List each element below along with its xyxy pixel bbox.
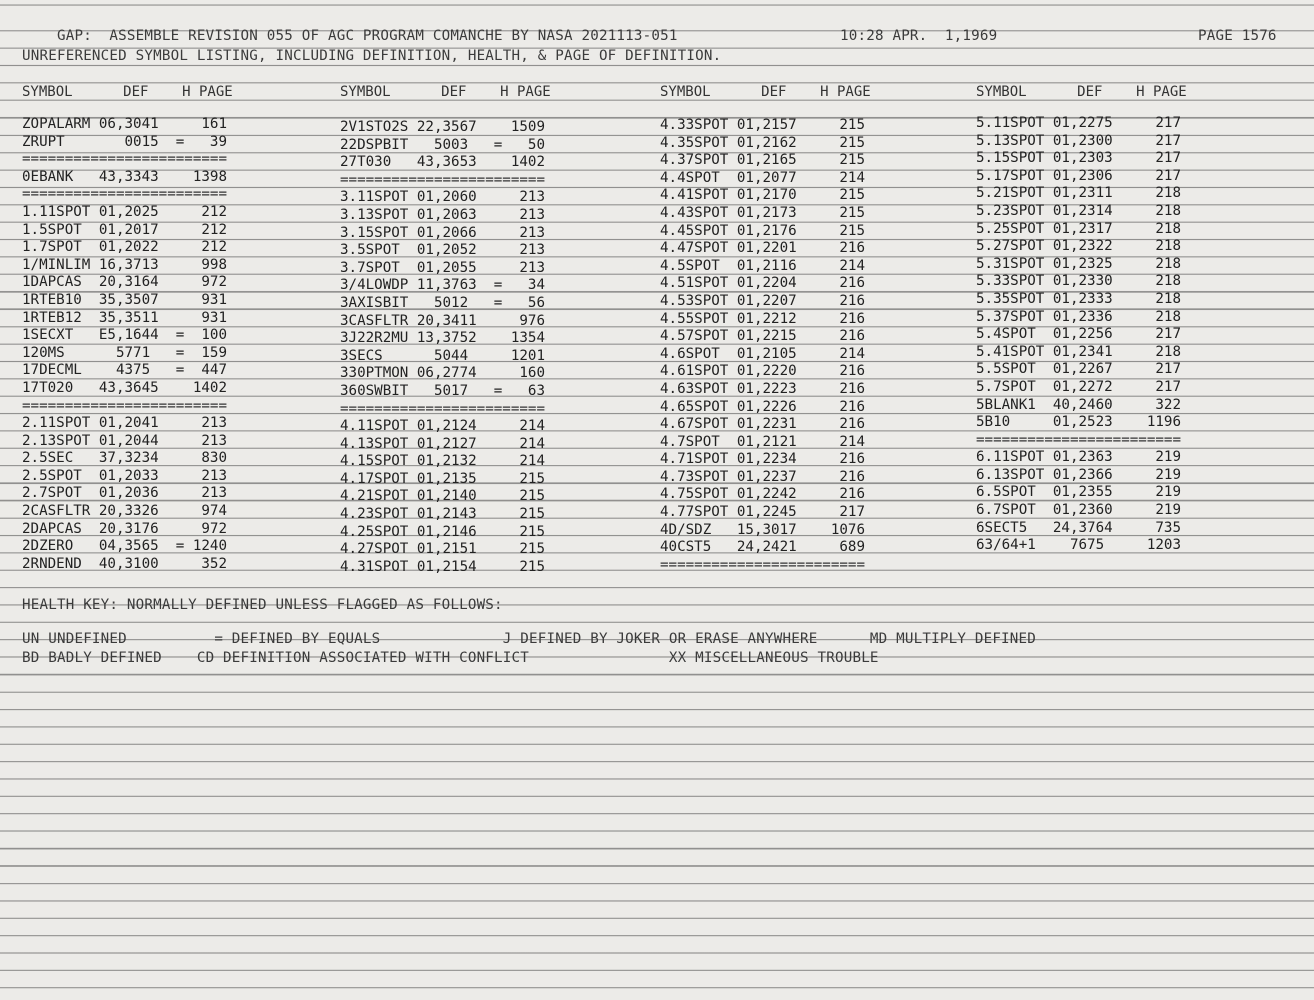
symbol-row: 4.35SPOT 01,2162 215: [660, 134, 865, 151]
symbol-row: 2CASFLTR 20,3326 974: [22, 503, 227, 520]
symbol-row: 2.5SEC 37,3234 830: [22, 450, 227, 467]
separator-row: ========================: [22, 397, 227, 414]
symbol-row: 5.17SPOT 01,2306 217: [976, 167, 1181, 184]
symbol-row: 17T020 43,3645 1402: [22, 379, 227, 396]
symbol-row: 2.5SPOT 01,2033 213: [22, 467, 227, 484]
symbol-row: 4.51SPOT 01,2204 216: [660, 275, 865, 292]
symbol-row: 4.43SPOT 01,2173 215: [660, 204, 865, 221]
separator-row: ========================: [340, 171, 545, 188]
symbol-row: 1SECXT E5,1644 = 100: [22, 327, 227, 344]
symbol-row: 5.37SPOT 01,2336 218: [976, 308, 1181, 325]
listing-subtitle: UNREFERENCED SYMBOL LISTING, INCLUDING DEFINITION, HEALTH, & PAGE OF DEFINITION.: [22, 48, 722, 64]
symbol-row: 22DSPBIT 5003 = 50: [340, 136, 545, 153]
symbol-row: 40CST5 24,2421 689: [660, 539, 865, 556]
symbol-row: 5.25SPOT 01,2317 218: [976, 220, 1181, 237]
header-timestamp: 10:28 APR. 1,1969: [840, 28, 998, 44]
separator-row: ========================: [340, 400, 545, 417]
symbol-row: 5.13SPOT 01,2300 217: [976, 132, 1181, 149]
symbol-row: 17DECML 4375 = 447: [22, 362, 227, 379]
separator-row: ========================: [22, 151, 227, 168]
symbol-row: 3.15SPOT 01,2066 213: [340, 224, 545, 241]
symbol-row: 4.27SPOT 01,2151 215: [340, 541, 545, 558]
symbol-row: 3.7SPOT 01,2055 213: [340, 259, 545, 276]
symbol-row: 4.5SPOT 01,2116 214: [660, 257, 865, 274]
symbol-row: 4.75SPOT 01,2242 216: [660, 486, 865, 503]
symbol-row: 4.45SPOT 01,2176 215: [660, 222, 865, 239]
symbol-row: 6SECT5 24,3764 735: [976, 519, 1181, 536]
symbol-row: 2.13SPOT 01,2044 213: [22, 432, 227, 449]
symbol-row: 4.61SPOT 01,2220 216: [660, 363, 865, 380]
symbol-row: ZRUPT 0015 = 39: [22, 133, 227, 150]
symbol-row: 5.5SPOT 01,2267 217: [976, 361, 1181, 378]
column-header-4: SYMBOL DEF H PAGE: [976, 84, 1187, 100]
symbol-row: 5.21SPOT 01,2311 218: [976, 185, 1181, 202]
symbol-row: 4.13SPOT 01,2127 214: [340, 435, 545, 452]
symbol-column-2: [340, 119, 545, 576]
separator-row: ========================: [22, 186, 227, 203]
symbol-row: 6.5SPOT 01,2355 219: [976, 484, 1181, 501]
symbol-row: 120MS 5771 = 159: [22, 344, 227, 361]
symbol-row: 3/4LOWDP 11,3763 = 34: [340, 277, 545, 294]
symbol-row: 1.5SPOT 01,2017 212: [22, 221, 227, 238]
symbol-row: 5.41SPOT 01,2341 218: [976, 343, 1181, 360]
symbol-row: 4.25SPOT 01,2146 215: [340, 523, 545, 540]
symbol-row: ZOPALARM 06,3041 161: [22, 116, 227, 132]
separator-row: ========================: [976, 431, 1181, 448]
symbol-row: 1DAPCAS 20,3164 972: [22, 274, 227, 291]
symbol-row: 2.7SPOT 01,2036 213: [22, 485, 227, 502]
health-key-line-2: BD BADLY DEFINED CD DEFINITION ASSOCIATED WITH CONFLICT XX MISCELLANEOUS TROUBLE: [22, 650, 879, 666]
symbol-row: 1.11SPOT 01,2025 212: [22, 203, 227, 220]
symbol-row: 4.47SPOT 01,2201 216: [660, 240, 865, 257]
symbol-row: 4.7SPOT 01,2121 214: [660, 433, 865, 450]
symbol-row: 4.6SPOT 01,2105 214: [660, 345, 865, 362]
header-title: GAP: ASSEMBLE REVISION 055 OF AGC PROGRAM COMANCHE BY NASA 2021113-051: [56, 28, 678, 44]
symbol-row: 4.77SPOT 01,2245 217: [660, 504, 865, 521]
separator-row: ========================: [660, 556, 865, 573]
column-header-2: SYMBOL DEF H PAGE: [340, 84, 551, 100]
symbol-row: 5.35SPOT 01,2333 218: [976, 290, 1181, 307]
symbol-row: 4.31SPOT 01,2154 215: [340, 558, 545, 575]
symbol-row: 3.11SPOT 01,2060 213: [340, 189, 545, 206]
symbol-row: 4.15SPOT 01,2132 214: [340, 453, 545, 470]
symbol-row: 6.7SPOT 01,2360 219: [976, 502, 1181, 519]
symbol-row: 4.23SPOT 01,2143 215: [340, 506, 545, 523]
symbol-row: 5.11SPOT 01,2275 217: [976, 115, 1181, 131]
symbol-row: 4D/SDZ 15,3017 1076: [660, 521, 865, 538]
symbol-row: 2.11SPOT 01,2041 213: [22, 415, 227, 432]
symbol-row: 27T030 43,3653 1402: [340, 154, 545, 171]
symbol-row: 3.5SPOT 01,2052 213: [340, 242, 545, 259]
symbol-row: 1.7SPOT 01,2022 212: [22, 239, 227, 256]
symbol-row: 5.15SPOT 01,2303 217: [976, 150, 1181, 167]
symbol-row: 5.27SPOT 01,2322 218: [976, 238, 1181, 255]
symbol-row: 3SECS 5044 1201: [340, 347, 545, 364]
symbol-row: 6.11SPOT 01,2363 219: [976, 449, 1181, 466]
symbol-row: 4.65SPOT 01,2226 216: [660, 398, 865, 415]
symbol-row: 1RTEB10 35,3507 931: [22, 291, 227, 308]
health-key-title: HEALTH KEY: NORMALLY DEFINED UNLESS FLAGGED AS FOLLOWS:: [22, 597, 503, 613]
symbol-column-1: [22, 116, 227, 573]
symbol-column-4: [976, 115, 1181, 555]
symbol-row: 4.4SPOT 01,2077 214: [660, 169, 865, 186]
symbol-column-3: [660, 117, 865, 574]
symbol-row: 4.21SPOT 01,2140 215: [340, 488, 545, 505]
page-number: PAGE 1576: [1198, 28, 1277, 44]
symbol-row: 3J22R2MU 13,3752 1354: [340, 330, 545, 347]
symbol-row: 3AXISBIT 5012 = 56: [340, 294, 545, 311]
symbol-row: 4.11SPOT 01,2124 214: [340, 418, 545, 435]
symbol-row: 5.4SPOT 01,2256 217: [976, 326, 1181, 343]
symbol-row: 4.73SPOT 01,2237 216: [660, 468, 865, 485]
symbol-row: 4.41SPOT 01,2170 215: [660, 187, 865, 204]
symbol-row: 2RNDEND 40,3100 352: [22, 555, 227, 572]
symbol-row: 0EBANK 43,3343 1398: [22, 168, 227, 185]
symbol-row: 5.31SPOT 01,2325 218: [976, 255, 1181, 272]
symbol-row: 4.33SPOT 01,2157 215: [660, 117, 865, 133]
symbol-row: 3.13SPOT 01,2063 213: [340, 206, 545, 223]
symbol-row: 2DZERO 04,3565 = 1240: [22, 538, 227, 555]
symbol-row: 3CASFLTR 20,3411 976: [340, 312, 545, 329]
symbol-row: 4.55SPOT 01,2212 216: [660, 310, 865, 327]
symbol-row: 4.71SPOT 01,2234 216: [660, 451, 865, 468]
symbol-row: 5.33SPOT 01,2330 218: [976, 273, 1181, 290]
symbol-row: 360SWBIT 5017 = 63: [340, 382, 545, 399]
symbol-row: 4.57SPOT 01,2215 216: [660, 328, 865, 345]
symbol-row: 2V1STO2S 22,3567 1509: [340, 119, 545, 135]
symbol-row: 5.7SPOT 01,2272 217: [976, 378, 1181, 395]
symbol-row: 330PTMON 06,2774 160: [340, 365, 545, 382]
symbol-row: 2DAPCAS 20,3176 972: [22, 520, 227, 537]
symbol-row: 4.63SPOT 01,2223 216: [660, 380, 865, 397]
symbol-row: 1RTEB12 35,3511 931: [22, 309, 227, 326]
symbol-row: 4.37SPOT 01,2165 215: [660, 152, 865, 169]
column-header-3: SYMBOL DEF H PAGE: [660, 84, 871, 100]
symbol-row: 5B10 01,2523 1196: [976, 414, 1181, 431]
symbol-row: 5BLANK1 40,2460 322: [976, 396, 1181, 413]
symbol-row: 6.13SPOT 01,2366 219: [976, 466, 1181, 483]
symbol-row: 4.17SPOT 01,2135 215: [340, 470, 545, 487]
symbol-row: 5.23SPOT 01,2314 218: [976, 202, 1181, 219]
column-header-1: SYMBOL DEF H PAGE: [22, 84, 233, 100]
symbol-row: 4.53SPOT 01,2207 216: [660, 292, 865, 309]
symbol-row: 4.67SPOT 01,2231 216: [660, 416, 865, 433]
health-key-line-1: UN UNDEFINED = DEFINED BY EQUALS J DEFINED BY JOKER OR ERASE ANYWHERE MD MULTIPLY DEFINED: [22, 631, 1037, 647]
symbol-row: 1/MINLIM 16,3713 998: [22, 256, 227, 273]
symbol-row: 63/64+1 7675 1203: [976, 537, 1181, 554]
